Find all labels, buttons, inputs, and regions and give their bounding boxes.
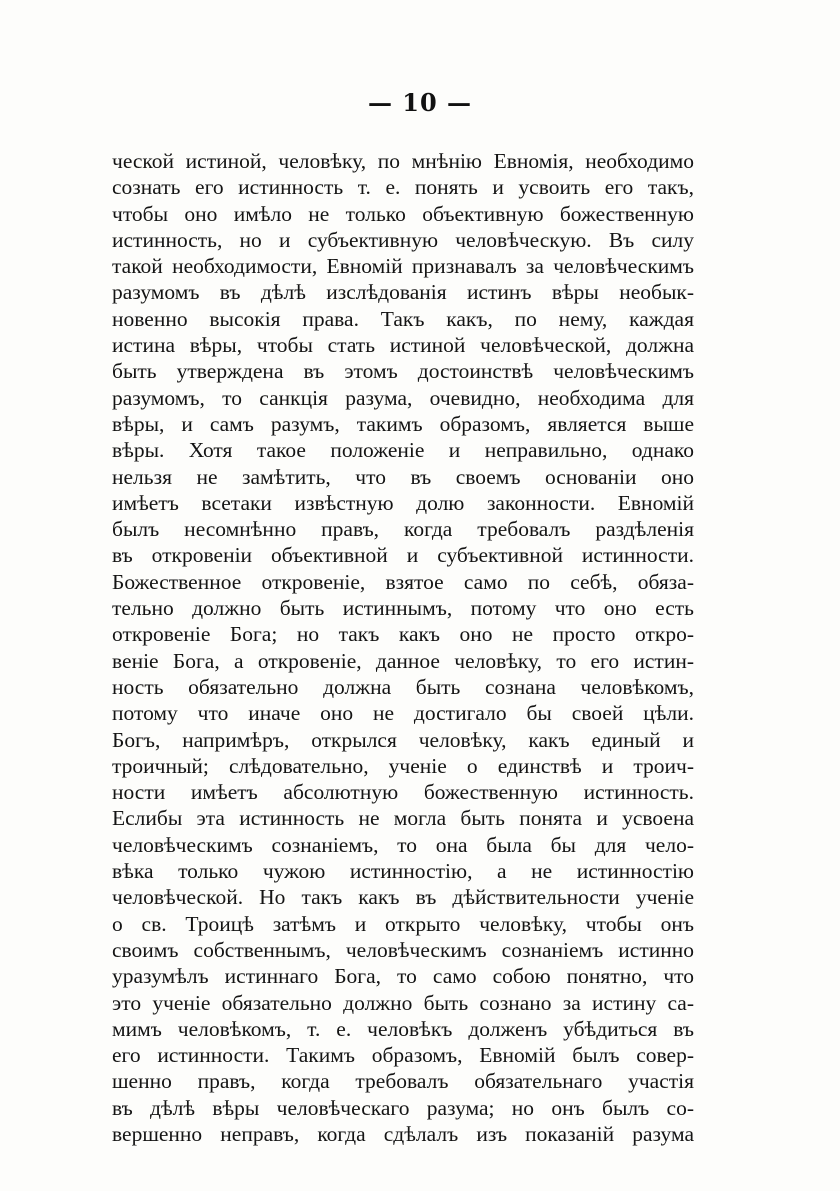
text-line: имѣетъ всетаки извѣстную долю законности. Евномій — [112, 490, 694, 515]
text-line: быть утверждена въ этомъ достоинствѣ человѣческимъ — [112, 359, 694, 384]
text-line: ческой истиной, человѣку, по мнѣнію Евномія, необходимо — [112, 149, 694, 173]
text-line: веніе Бога, а откровеніе, данное человѣку, то его истин- — [112, 648, 694, 673]
text-line: откровеніе Бога; но такъ какъ оно не просто откро- — [112, 622, 694, 647]
text-line: Богъ, напримѣръ, открылся человѣку, какъ единый и — [112, 727, 694, 752]
text-line: чтобы оно имѣло не только объективную божественную — [112, 201, 694, 226]
text-line: человѣческой. Но такъ какъ въ дѣйствительности ученіе — [112, 885, 694, 910]
text-line: въ дѣлѣ вѣры человѣческаго разума; но онъ былъ со- — [112, 1095, 694, 1120]
text-line: вершенно неправъ, когда сдѣлалъ изъ показаній разума — [112, 1121, 694, 1146]
text-line: новенно высокія права. Такъ какъ, по нему, каждая — [112, 306, 694, 331]
text-line: человѣческимъ сознаніемъ, то она была бы для чело- — [112, 832, 694, 857]
text-line: разумомъ въ дѣлѣ изслѣдованія истинъ вѣры необык- — [112, 280, 694, 305]
text-line: ности имѣетъ абсолютную божественную истинность. — [112, 780, 694, 805]
text-line: вѣка только чужою истинностію, а не истинностію — [112, 859, 694, 884]
text-line: такой необходимости, Евномій признавалъ за человѣческимъ — [112, 254, 694, 279]
text-line: истинность, но и субъективную человѣческую. Въ силу — [112, 227, 694, 252]
text-line: вѣры, и самъ разумъ, такимъ образомъ, является выше — [112, 411, 694, 436]
text-line: шенно правъ, когда требовалъ обязательнаго участія — [112, 1069, 694, 1094]
text-line: уразумѣлъ истиннаго Бога, то само собою понятно, что — [112, 964, 694, 989]
text-line: былъ несомнѣнно правъ, когда требовалъ раздѣленія — [112, 517, 694, 542]
page-number: — 10 — — [367, 88, 473, 117]
text-line: о св. Троицѣ затѣмъ и открыто человѣку, чтобы онъ — [112, 911, 694, 936]
text-line: въ откровеніи объективной и субъективной истинности. — [112, 543, 694, 568]
text-line: его истинности. Такимъ образомъ, Евномій былъ совер- — [112, 1043, 694, 1068]
text-line: своимъ собственнымъ, человѣческимъ сознаніемъ истинно — [112, 937, 694, 962]
text-line: сознать его истинность т. е. понять и усвоить его такъ, — [112, 175, 694, 200]
text-line: тельно должно быть истиннымъ, потому что оно есть — [112, 596, 694, 621]
body-text — [112, 148, 694, 1147]
text-line: нельзя не замѣтить, что въ своемъ основаніи оно — [112, 464, 694, 489]
text-line: Еслибы эта истинность не могла быть понята и усвоена — [112, 806, 694, 831]
text-line: ность обязательно должна быть сознана человѣкомъ, — [112, 674, 694, 699]
text-line: разумомъ, то санкція разума, очевидно, необходима для — [112, 385, 694, 410]
text-line: Божественное откровеніе, взятое само по себѣ, обяза- — [112, 569, 694, 594]
text-line: вѣры. Хотя такое положеніе и неправильно, однако — [112, 438, 694, 463]
text-line: истина вѣры, чтобы стать истиной человѣческой, должна — [112, 333, 694, 358]
text-line: троичный; слѣдовательно, ученіе о единствѣ и троич- — [112, 753, 694, 778]
text-line: это ученіе обязательно должно быть сознано за истину са- — [112, 990, 694, 1015]
text-line: мимъ человѣкомъ, т. е. человѣкъ долженъ убѣдиться въ — [112, 1016, 694, 1041]
text-line: потому что иначе оно не достигало бы своей цѣли. — [112, 701, 694, 726]
